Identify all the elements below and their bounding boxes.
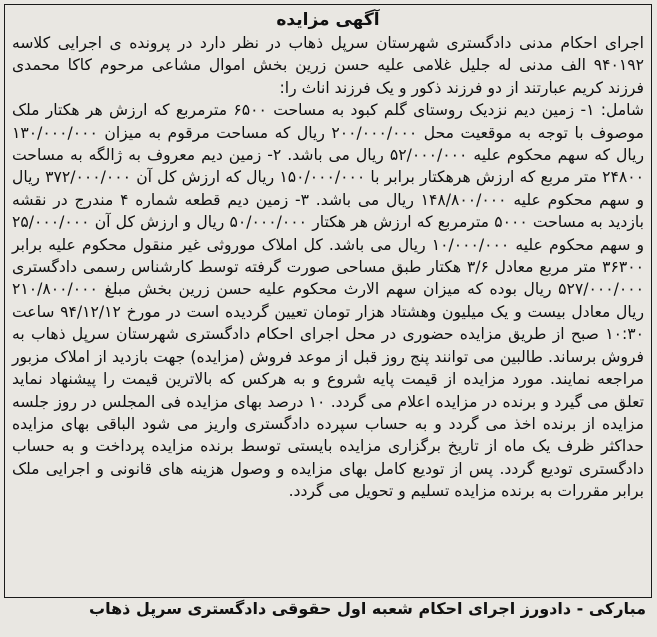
notice-title: آگهی مزایده — [276, 10, 380, 30]
auction-notice — [12, 8, 644, 503]
notice-intro-paragraph: اجرای احکام مدنی دادگستری شهرستان سرپل ذهاب در نظر دارد در پرونده ی اجرایی کلاسه ۹۴۰۱۹۲ الف مدنی له جلیل غلامی علیه حسن زرین بخش اموال مشاعی مرحوم کاکا محمدی فرزند کریم عبارتند از دو فرزند ذکور و یک فرزند اناث را: — [12, 34, 644, 97]
notice-signature: مبارکی - دادورز اجرای احکام شعبه اول حقوقی دادگستری سرپل ذهاب — [89, 599, 646, 618]
notice-body-paragraph: شامل: ۱- زمین دیم نزدیک روستای گلم کبود به مساحت ۶۵۰۰ مترمربع که ارزش هر هکتار ملک موصوف با توجه به موقعیت محل ۲۰۰/۰۰۰/۰۰۰ ریال که مساحت مرقوم به میزان ۱۳۰/۰۰۰/۰۰۰ ریال که سهم محکوم علیه ۵۲/۰۰۰/۰۰۰ ریال می باشد. ۲- زمین دیم معروف به ژالگه به مساحت ۲۴۸۰۰ متر مربع که ارزش هرهکتار برابر با ۱۵۰/۰۰۰/۰۰۰ ریال که ارزش کل آن ۳۷۲/۰۰۰/۰۰۰ ریال و سهم محکوم علیه ۱۴۸/۸۰۰/۰۰۰ ریال می باشد. ۳- زمین دیم قطعه شماره ۴ مندرج در نقشه بازدید به مساحت ۵۰۰۰ مترمربع که ارزش هر هکتار ۵۰/۰۰۰/۰۰۰ ریال و ارزش کل آن ۲۵/۰۰۰/۰۰۰ و سهم محکوم علیه ۱۰/۰۰۰/۰۰۰ ریال می باشد. کل املاک موروثی غیر منقول محکوم علیه برابر ۳۶۳۰۰ متر مربع معادل ۳/۶ هکتار طبق مساحی صورت گرفته توسط کارشناس رسمی دادگستری ۵۲۷/۰۰۰/۰۰۰ ریال بوده که میزان سهم الارث محکوم علیه حسن زرین بخش مبلغ ۲۱۰/۸۰۰/۰۰۰ ریال معادل بیست و یک میلیون وهشتاد هزار تومان تعیین گردیده است در مورخ ۹۴/۱۲/۱۲ ساعت ۱۰:۳۰ صبح از طریق مزایده حضوری در محل اجرای احکام دادگستری شهرستان سرپل ذهاب به فروش برساند. طالبین می توانند پنج روز قبل از موعد فروش (مزایده) جهت بازدید از املاک مزبور مراجعه نمایند. مورد مزایده از قیمت پایه شروع و به هرکس که بالاترین قیمت را پیشنهاد نماید تعلق می گیرد و برنده در مزایده اعلام می گردد. ۱۰ درصد بهای مزایده فی المجلس در روز جلسه مزایده از برنده اخذ می گردد و به حساب سپرده دادگستری واریز می شود الباقی بهای مزایده حداکثر ظرف یک ماه از تاریخ برگزاری مزایده بایستی توسط برنده مزایده پرداخت و به حساب دادگستری تودیع گردد. پس از تودیع کامل بهای مزایده و وصول هزینه های قانونی و اجرایی ملک برابر مقررات به برنده مزایده تسلیم و تحویل می گردد. — [12, 101, 645, 501]
